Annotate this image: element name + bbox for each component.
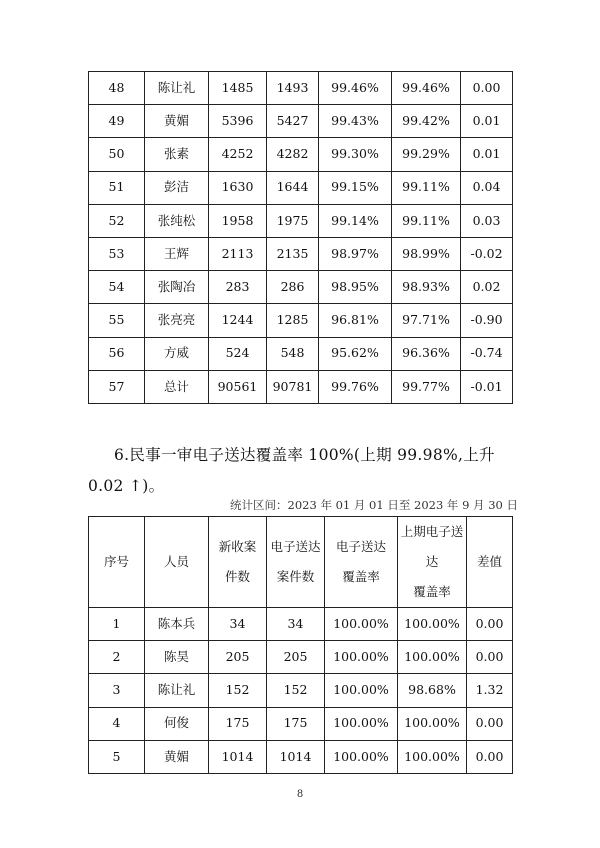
table-cell: 96.36% <box>392 337 461 370</box>
table-cell: 1958 <box>209 204 267 237</box>
table-cell: 51 <box>89 171 145 204</box>
table-cell: 1014 <box>267 740 325 773</box>
table-cell: 524 <box>209 337 267 370</box>
table-header-row <box>89 517 513 608</box>
table-cell: 4 <box>89 707 145 740</box>
table-cell: 2135 <box>267 237 319 270</box>
table-header-cell <box>209 517 267 608</box>
table-row <box>89 707 513 740</box>
table-cell: 1 <box>89 608 145 641</box>
table-header-cell <box>267 517 325 608</box>
table-cell: 99.42% <box>392 105 461 138</box>
table-cell: 98.93% <box>392 271 461 304</box>
table-cell: 98.95% <box>319 271 392 304</box>
table-cell: 100.00% <box>398 740 467 773</box>
table-2-body <box>89 517 513 774</box>
table-cell: -0.90 <box>461 304 513 337</box>
header-line: 电子送达 <box>335 539 386 554</box>
table-cell: 4282 <box>267 138 319 171</box>
table-cell: 张纯松 <box>145 204 209 237</box>
table-row <box>89 105 513 138</box>
table-cell: 黄媚 <box>145 740 209 773</box>
table-cell: 何俊 <box>145 707 209 740</box>
header-line: 差值 <box>476 554 502 569</box>
table-cell: 0.01 <box>461 105 513 138</box>
table-cell: 2 <box>89 641 145 674</box>
table-cell: 99.77% <box>392 370 461 403</box>
table-header-cell <box>145 517 209 608</box>
table-cell: 152 <box>267 674 325 707</box>
table-cell: 1975 <box>267 204 319 237</box>
table-cell: 100.00% <box>398 707 467 740</box>
header-line: 覆盖率 <box>413 584 451 599</box>
table-cell: 56 <box>89 337 145 370</box>
table-cell: 0.03 <box>461 204 513 237</box>
table-cell: 175 <box>267 707 325 740</box>
table-row <box>89 641 513 674</box>
table-cell: 0.00 <box>467 740 513 773</box>
table-cell: 52 <box>89 204 145 237</box>
table-row <box>89 370 513 403</box>
table-cell: 97.71% <box>392 304 461 337</box>
table-cell: 96.81% <box>319 304 392 337</box>
table-cell: 99.76% <box>319 370 392 403</box>
table-row <box>89 237 513 270</box>
table-cell: 1014 <box>209 740 267 773</box>
table-cell: 283 <box>209 271 267 304</box>
table-cell: 98.68% <box>398 674 467 707</box>
table-cell: 1630 <box>209 171 267 204</box>
table-cell: 99.11% <box>392 204 461 237</box>
table-cell: 方威 <box>145 337 209 370</box>
table-cell: -0.74 <box>461 337 513 370</box>
table-header-cell <box>398 517 467 608</box>
header-line: 序号 <box>103 554 129 569</box>
table-cell: 100.00% <box>325 707 398 740</box>
table-cell: 100.00% <box>325 608 398 641</box>
table-cell: 张亮亮 <box>145 304 209 337</box>
table-cell: 总计 <box>145 370 209 403</box>
table-cell: 99.14% <box>319 204 392 237</box>
table-row <box>89 304 513 337</box>
table-cell: 1.32 <box>467 674 513 707</box>
stat-period: 统计区间：2023 年 01 月 01 日至 2023 年 9 月 30 日 <box>230 498 518 512</box>
table-cell: 205 <box>267 641 325 674</box>
table-row <box>89 204 513 237</box>
table-cell: 49 <box>89 105 145 138</box>
table-cell: 陈昊 <box>145 641 209 674</box>
table-cell: 57 <box>89 370 145 403</box>
table-cell: 53 <box>89 237 145 270</box>
table-cell: 205 <box>209 641 267 674</box>
header-line: 件数 <box>224 569 250 584</box>
table-cell: 黄媚 <box>145 105 209 138</box>
header-line: 上期电子送达 <box>400 524 464 569</box>
table-cell: 4252 <box>209 138 267 171</box>
table-cell: 548 <box>267 337 319 370</box>
table-cell: 34 <box>267 608 325 641</box>
table-cell: 1493 <box>267 72 319 105</box>
table-cell: 286 <box>267 271 319 304</box>
table-cell: 152 <box>209 674 267 707</box>
table-header-cell <box>467 517 513 608</box>
page-number: 8 <box>296 789 304 800</box>
table-1-body <box>89 72 513 404</box>
table-row <box>89 337 513 370</box>
table-cell: 54 <box>89 271 145 304</box>
table-cell: 0.04 <box>461 171 513 204</box>
header-line: 案件数 <box>276 569 315 584</box>
table-cell: 陈让礼 <box>145 674 209 707</box>
table-header-cell <box>89 517 145 608</box>
table-cell: 99.15% <box>319 171 392 204</box>
table-cell: 1285 <box>267 304 319 337</box>
table-cell: 55 <box>89 304 145 337</box>
table-cell: 99.11% <box>392 171 461 204</box>
table-cell: 100.00% <box>325 740 398 773</box>
table-cell: -0.01 <box>461 370 513 403</box>
table-cell: 175 <box>209 707 267 740</box>
table-cell: 0.01 <box>461 138 513 171</box>
header-line: 人员 <box>163 554 189 569</box>
table-cell: 100.00% <box>325 641 398 674</box>
table-cell: 1644 <box>267 171 319 204</box>
table-cell: 张陶冶 <box>145 271 209 304</box>
table-cell: 0.02 <box>461 271 513 304</box>
table-cell: 50 <box>89 138 145 171</box>
table-cell: 99.43% <box>319 105 392 138</box>
header-line: 覆盖率 <box>342 569 380 584</box>
table-cell: 100.00% <box>398 608 467 641</box>
table-cell: -0.02 <box>461 237 513 270</box>
section-6-heading: 6.民事一审电子送达覆盖率 100%(上期 99.98%,上升 0.02 ↑)。 <box>88 446 495 495</box>
table-row <box>89 740 513 773</box>
table-cell: 0.00 <box>461 72 513 105</box>
table-1 <box>88 71 513 404</box>
table-cell: 陈本兵 <box>145 608 209 641</box>
table-cell: 0.00 <box>467 641 513 674</box>
header-line: 新收案 <box>218 539 257 554</box>
table-cell: 5427 <box>267 105 319 138</box>
header-line: 电子送达 <box>270 539 321 554</box>
table-cell: 0.00 <box>467 608 513 641</box>
table-cell: 99.46% <box>392 72 461 105</box>
table-cell: 90561 <box>209 370 267 403</box>
table-row <box>89 608 513 641</box>
table-cell: 2113 <box>209 237 267 270</box>
table-cell: 100.00% <box>325 674 398 707</box>
table-cell: 1485 <box>209 72 267 105</box>
table-cell: 3 <box>89 674 145 707</box>
table-cell: 34 <box>209 608 267 641</box>
table-cell: 陈让礼 <box>145 72 209 105</box>
table-cell: 98.97% <box>319 237 392 270</box>
table-cell: 100.00% <box>398 641 467 674</box>
table-cell: 99.29% <box>392 138 461 171</box>
table-cell: 彭洁 <box>145 171 209 204</box>
table-row <box>89 72 513 105</box>
table-cell: 王辉 <box>145 237 209 270</box>
table-2 <box>88 516 513 774</box>
table-cell: 98.99% <box>392 237 461 270</box>
table-cell: 张素 <box>145 138 209 171</box>
table-cell: 48 <box>89 72 145 105</box>
table-cell: 1244 <box>209 304 267 337</box>
table-cell: 90781 <box>267 370 319 403</box>
table-cell: 95.62% <box>319 337 392 370</box>
table-cell: 5 <box>89 740 145 773</box>
table-row <box>89 138 513 171</box>
table-cell: 99.46% <box>319 72 392 105</box>
table-header-cell <box>325 517 398 608</box>
table-row <box>89 271 513 304</box>
table-cell: 0.00 <box>467 707 513 740</box>
table-cell: 5396 <box>209 105 267 138</box>
table-row <box>89 171 513 204</box>
table-row <box>89 674 513 707</box>
table-cell: 99.30% <box>319 138 392 171</box>
